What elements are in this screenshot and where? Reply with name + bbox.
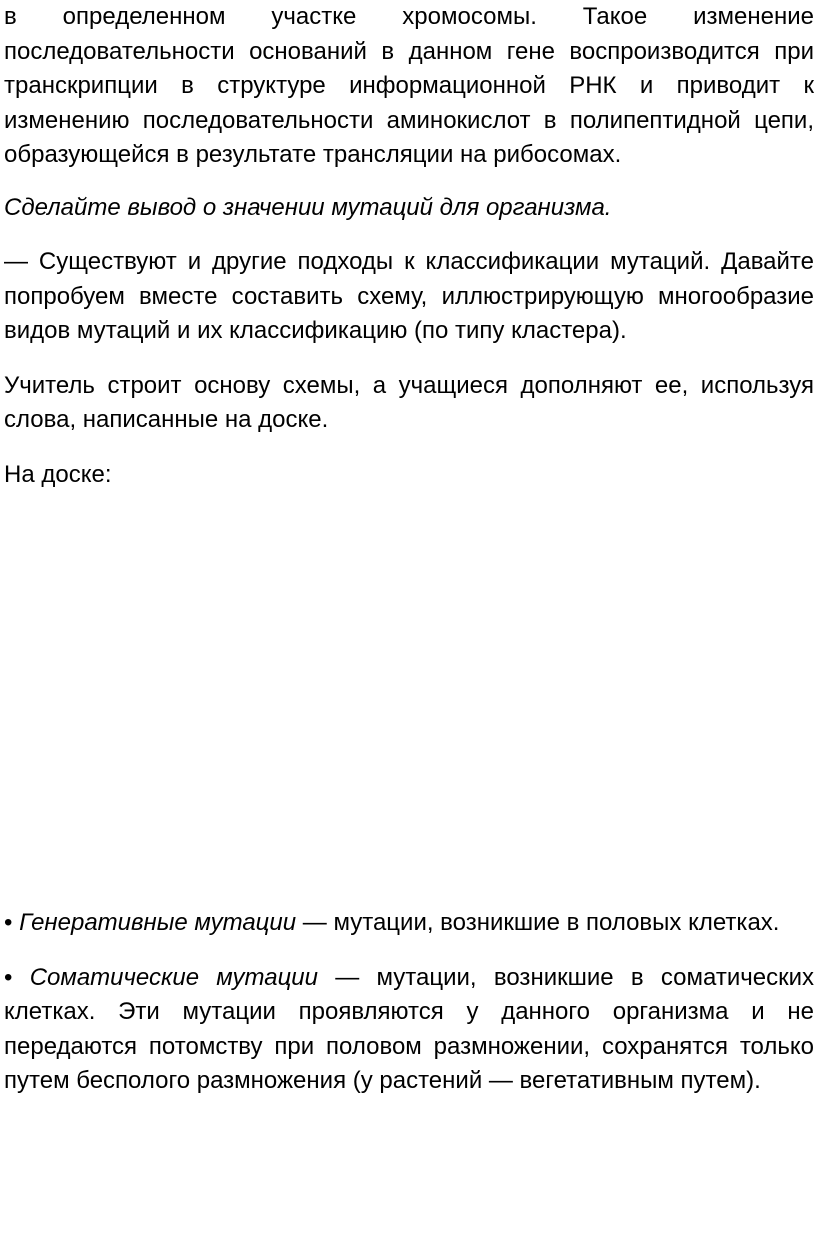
term-generative-mutations: Генеративные мутации bbox=[19, 909, 297, 936]
paragraph-on-board: На доске: bbox=[4, 460, 112, 488]
bullet-marker: • bbox=[4, 909, 13, 936]
paragraph-conclusion-prompt: Сделайте вывод о значении мутаций для организма. bbox=[4, 193, 612, 221]
paragraph-classification-approaches: — Существуют и другие подходы к классификации мутаций. Давайте попробуем вместе составить схему, иллюстрирующую многообразие видов мутаций и их классификацию (по типу кластера). bbox=[4, 248, 814, 344]
bullet-somatic-mutations bbox=[4, 961, 814, 1099]
document-page bbox=[4, 0, 814, 1099]
paragraph-chromosome-change: в определенном участке хромосомы. Такое изменение последовательности оснований в данном гене воспроизводится при транскрипции в структуре информационной РНК и приводит к изменению последовательности аминокислот в полипептидной цепи, образующейся в результате трансляции на рибосомах. bbox=[4, 3, 814, 168]
definition-somatic-mutations: — мутации, возникшие в соматических клетках. Эти мутации проявляются у данного организма и не передаются потомству при половом размножении, сохранятся только путем бесполого размножения (у растений — вегетативным путем). bbox=[4, 963, 815, 1094]
bullet-marker: • bbox=[4, 963, 13, 991]
paragraph-teacher-builds-scheme: Учитель строит основу схемы, а учащиеся дополняют ее, используя слова, написанные на доске. bbox=[4, 371, 814, 433]
bullet-generative-mutations bbox=[4, 906, 814, 941]
definition-generative-mutations: — мутации, возникшие в половых клетках. bbox=[296, 909, 780, 936]
term-somatic-mutations: Соматические мутации bbox=[29, 963, 318, 991]
